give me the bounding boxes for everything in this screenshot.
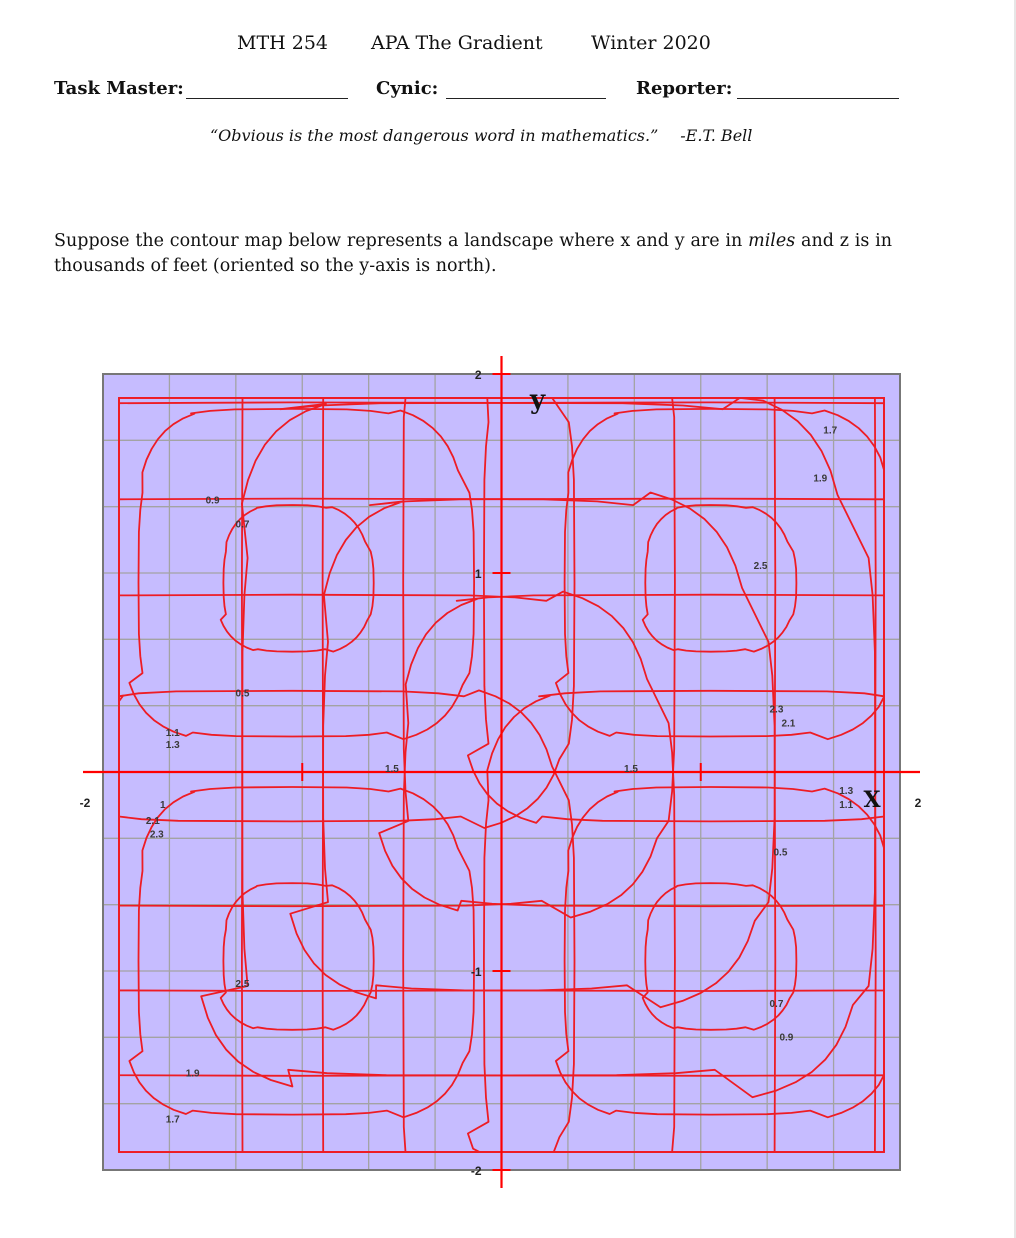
prompt-text-2: and z is in thousands of feet (oriented so the y-axis is north). [54, 231, 893, 276]
x-tick-label: 2 [914, 796, 922, 810]
y-axis-label: y [529, 385, 546, 415]
cynic-blank[interactable] [446, 98, 606, 99]
contour-level-label: 0.7 [769, 998, 784, 1010]
contour-level-label: 0.7 [235, 519, 250, 531]
y-tick-label: -1 [470, 965, 482, 979]
reporter-label: Reporter: [636, 78, 733, 99]
problem-statement [54, 229, 892, 279]
contour-level-label: 0.9 [779, 1032, 794, 1044]
contour-level-label: 1.1 [165, 728, 180, 740]
contour-level-label: 2.5 [753, 561, 768, 573]
course-title: MTH 254 [237, 32, 329, 54]
activity-title: APA The Gradient [371, 32, 543, 54]
contour-level-label: 1.9 [813, 473, 828, 485]
contour-level-label: 0.5 [235, 688, 250, 700]
reporter-blank[interactable] [737, 98, 899, 99]
task-master-label: Task Master: [54, 78, 184, 99]
contour-level-label: 1.5 [384, 764, 399, 776]
contour-level-label: 2.1 [145, 815, 160, 827]
term: Winter 2020 [591, 32, 711, 54]
y-tick-label: 2 [474, 368, 482, 382]
prompt-text-1: Suppose the contour map below represents a landscape where x and y are in [54, 231, 749, 251]
quote-text: “Obvious is the most dangerous word in mathematics.” [210, 126, 659, 145]
worksheet-header [0, 32, 1016, 56]
contour-map [79, 352, 922, 1192]
contour-level-label: 1.5 [624, 764, 638, 776]
prompt-emphasis: miles [748, 231, 796, 251]
cynic-label: Cynic: [376, 78, 439, 99]
y-tick-label: -2 [470, 1164, 482, 1178]
x-tick-label: -2 [79, 796, 91, 810]
role-assignments [0, 78, 1016, 104]
contour-level-label: 1 [159, 799, 166, 811]
contour-level-label: 1.7 [165, 1114, 180, 1126]
contour-level-label: 1.1 [839, 799, 854, 811]
quote-author: -E.T. Bell [680, 126, 753, 145]
contour-level-label: 0.9 [205, 495, 220, 507]
contour-level-label: 1.3 [165, 740, 180, 752]
task-master-blank[interactable] [186, 98, 348, 99]
epigraph [210, 126, 752, 145]
contour-level-label: 2.3 [769, 704, 784, 716]
x-axis-label: X [863, 787, 881, 813]
contour-level-label: 0.5 [773, 847, 788, 859]
contour-level-label: 1.3 [839, 785, 854, 797]
contour-level-label: 1.9 [185, 1068, 200, 1080]
contour-level-label: 1.7 [823, 425, 838, 437]
contour-level-label: 2.1 [781, 718, 796, 730]
y-tick-label: 1 [474, 567, 482, 581]
contour-level-label: 2.3 [149, 829, 164, 841]
contour-level-label: 2.5 [235, 978, 250, 990]
